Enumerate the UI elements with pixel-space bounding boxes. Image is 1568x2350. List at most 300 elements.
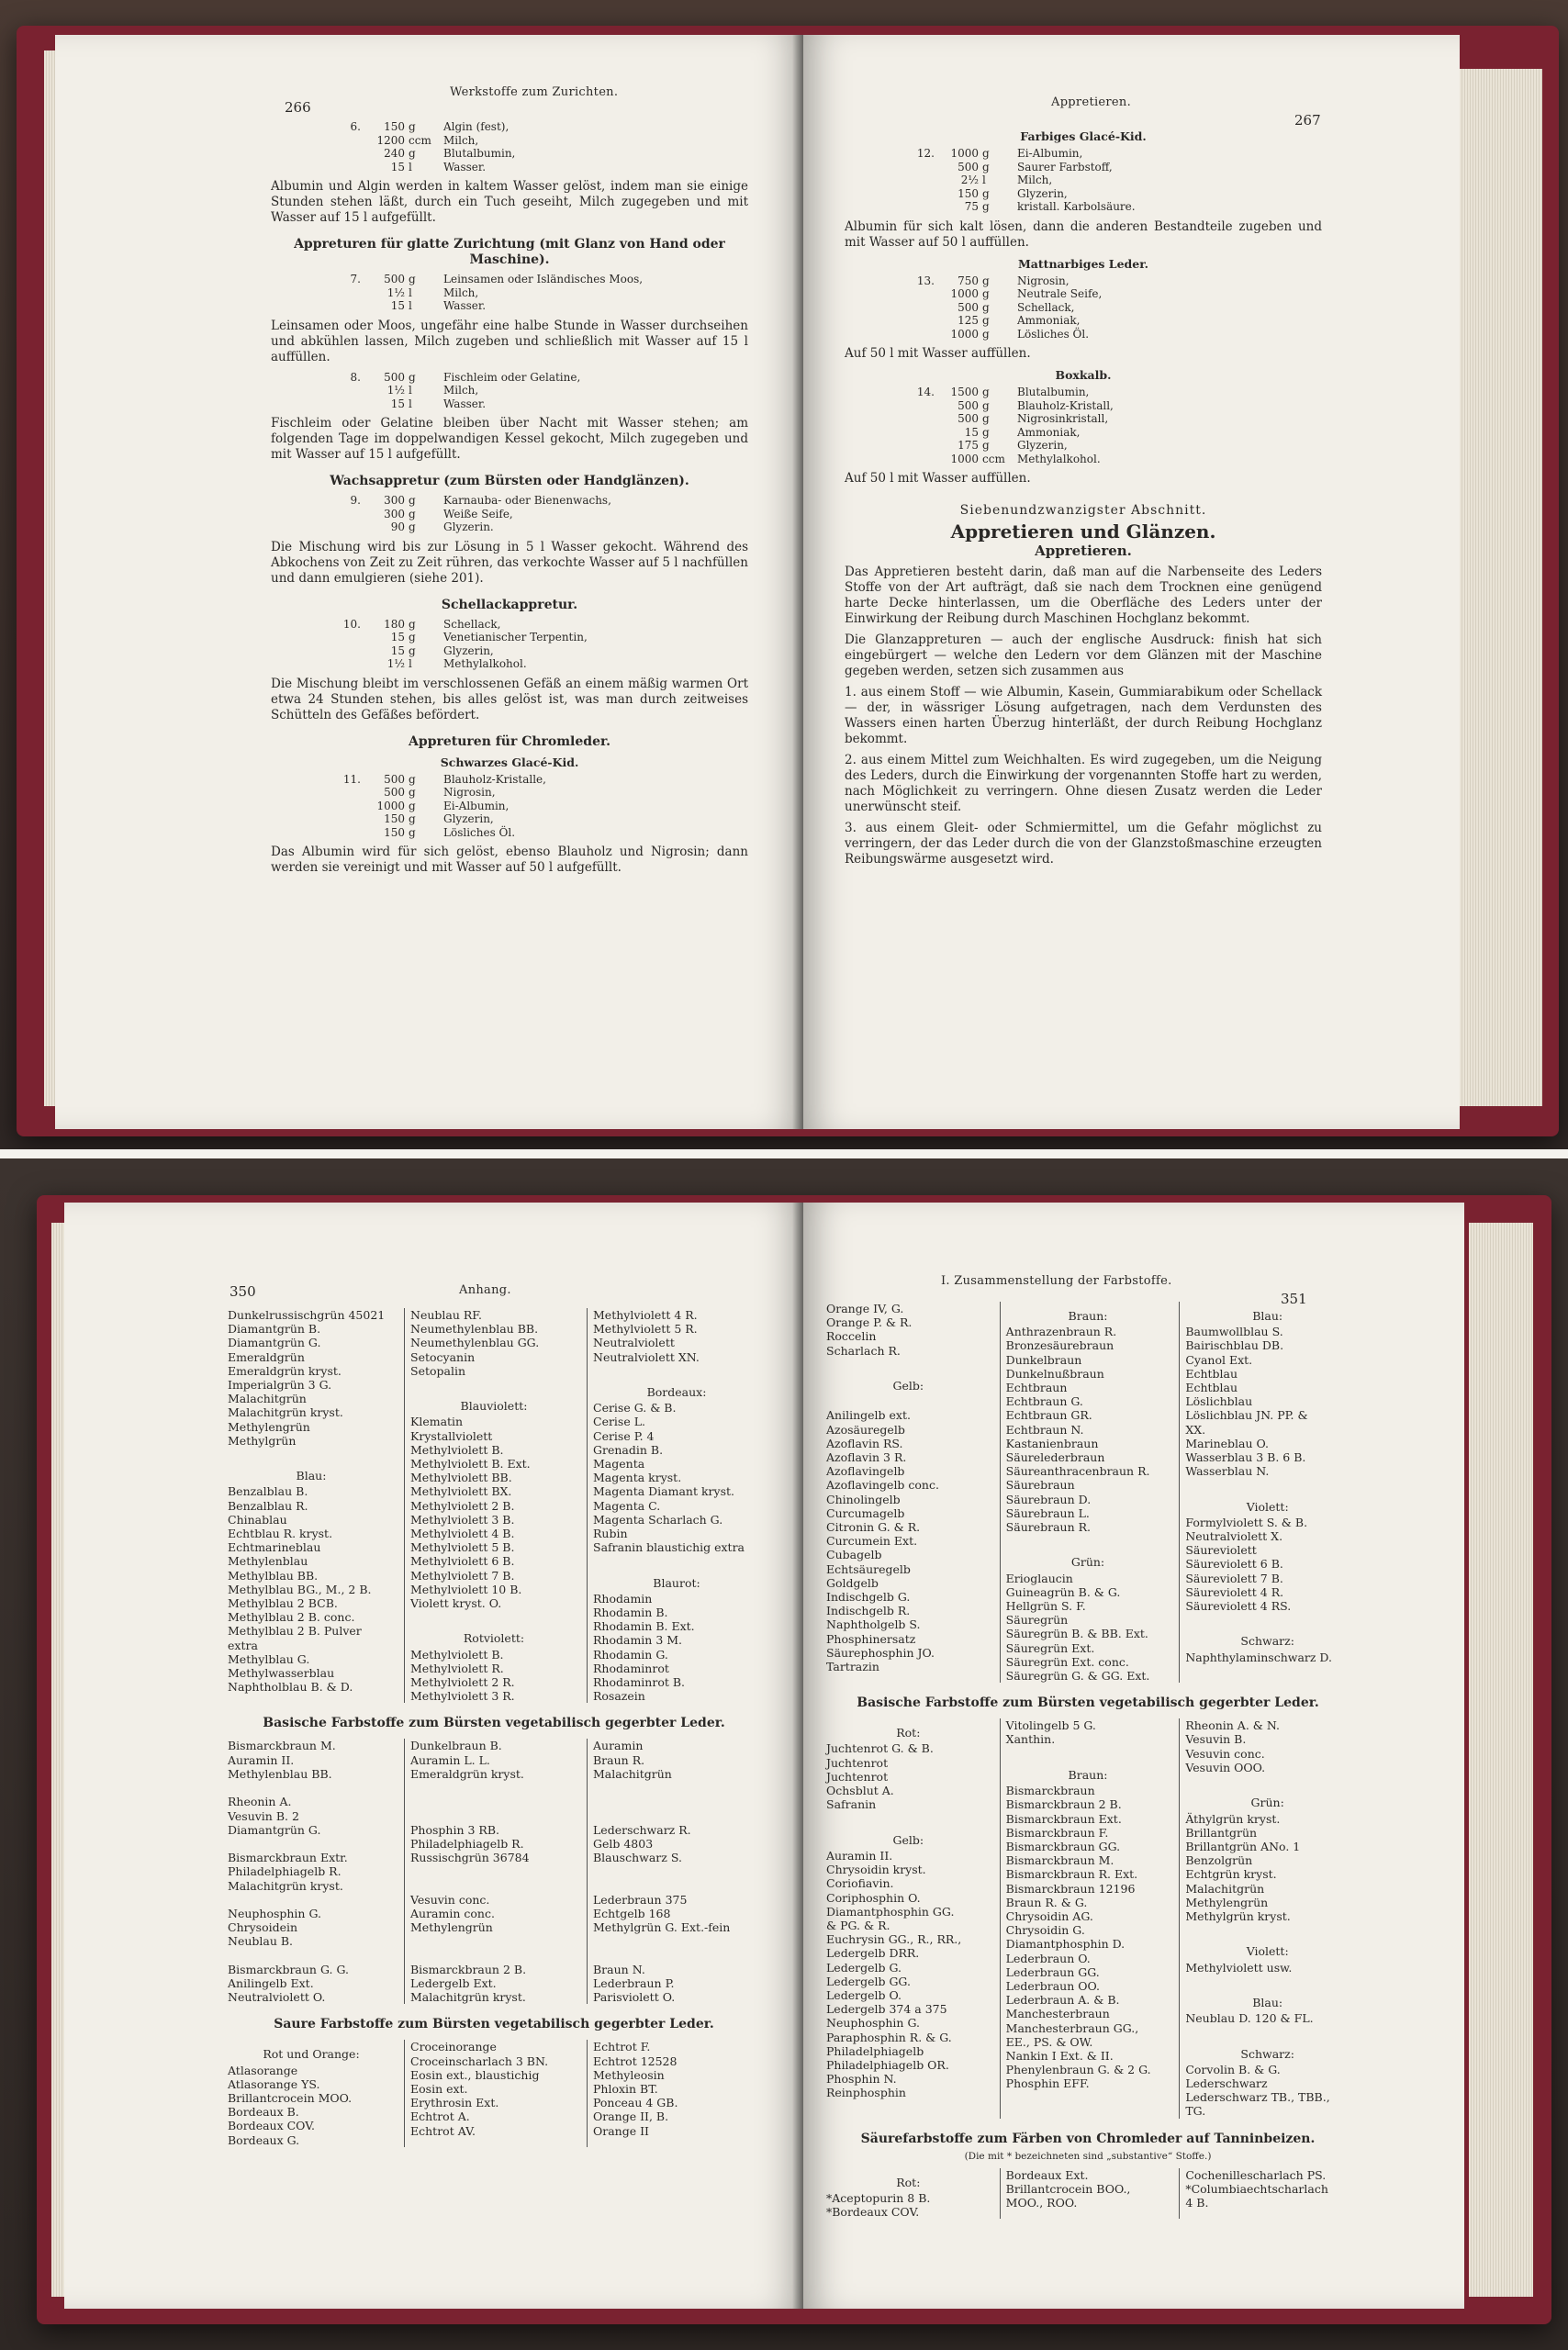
- dye-name: Echtgelb 168: [593, 1906, 671, 1920]
- photo-top-spread: [0, 0, 1568, 1149]
- color-group-heading: Blaurot:: [653, 1575, 700, 1590]
- dye-name: Naphtholgelb S.: [826, 1617, 921, 1632]
- recipe-unit: g: [982, 314, 990, 327]
- color-group-heading: Gelb:: [892, 1832, 924, 1847]
- dye-name: Malachitgrün kryst.: [228, 1405, 343, 1420]
- recipe-number: [909, 161, 935, 174]
- dye-name: Lederschwarz TB., TBB.,: [1185, 2090, 1330, 2105]
- dye-name: Gelb 4803: [593, 1836, 654, 1851]
- color-group-heading: Gelb:: [892, 1379, 924, 1393]
- recipe-unit: g: [982, 274, 990, 287]
- recipe-ingredient: Nigrosin,: [1017, 274, 1070, 287]
- recipe-quantity: 1000: [950, 287, 979, 300]
- dye-name: Setocyanin: [410, 1349, 476, 1364]
- recipe-11: [335, 773, 748, 840]
- dye-name: Bismarckbraun 12196: [1005, 1881, 1136, 1896]
- dye-name: Curcumein Ext.: [826, 1534, 918, 1549]
- recipe-ingredient: Glyzerin,: [1017, 186, 1068, 200]
- page-266: [55, 35, 803, 1129]
- dye-name: [593, 1949, 760, 1963]
- color-group-heading: Violett:: [1246, 1944, 1289, 1959]
- dye-name: Naphthylaminschwarz D.: [1185, 1650, 1332, 1664]
- dye-name: Azoflavin RS.: [826, 1436, 903, 1450]
- recipe-12: [909, 147, 1322, 214]
- column-basic-1: [826, 1718, 991, 2118]
- dye-name: Methylgrün kryst.: [1185, 1908, 1291, 1923]
- color-group-heading: Blau:: [1252, 1995, 1283, 2009]
- recipe-number: [335, 286, 361, 300]
- paragraph: Albumin für sich kalt lösen, dann die anderen Bestandteile zugeben und mit Wasser auf 50 l auffüllen.: [845, 218, 1322, 250]
- dye-name: Säurephosphin JO.: [826, 1645, 935, 1660]
- column-basic-2: [404, 1739, 577, 2004]
- dye-name: Braun R. & G.: [1005, 1895, 1088, 1909]
- recipe-quantity: 1500: [950, 386, 979, 398]
- recipe-quantity: 750: [958, 274, 979, 287]
- dye-name: Vesuvin conc.: [1185, 1746, 1265, 1761]
- paragraph: 1. aus einem Stoff — wie Albumin, Kasein, Gummiarabikum oder Schellack — der, in wässriger Lösung aufgetragen, nach dem Verdunsten des Wassers einen harten Überzug hinterläßt, der durch Reibung Hochglanz bekommt.: [845, 685, 1322, 746]
- recipe-quantity: 15: [390, 299, 405, 312]
- recipe-unit: g: [409, 825, 416, 839]
- dye-name: Auramin II.: [228, 1752, 295, 1767]
- dye-name: Parisviolett O.: [593, 1990, 676, 2005]
- dye-list-top: [228, 1308, 760, 1703]
- paragraph: Die Mischung bleibt im verschlossenen Gefäß an einem mäßig warmen Ort etwa 24 Stunden stehen, bis alles gelöst ist, was man durch zeitweises Schütteln des Gefäßes befördert.: [271, 676, 748, 722]
- recipe-unit: ccm: [982, 452, 1005, 465]
- recipe-ingredient: Milch,: [443, 285, 479, 299]
- column-chrome-1: [826, 2168, 991, 2220]
- dye-name: Echtrot F.: [593, 2040, 651, 2054]
- recipe-ingredient: Methylalkohol.: [1017, 452, 1101, 465]
- dye-name: Xanthin.: [1005, 1732, 1056, 1747]
- dye-name: Neumethylenblau BB.: [410, 1322, 539, 1337]
- dye-name: Eosin ext.: [410, 2081, 468, 2096]
- column-orange-gelb: [826, 1302, 991, 1683]
- dye-name: Formylviolett S. & B.: [1185, 1515, 1308, 1529]
- dye-list-top: [826, 1302, 1350, 1683]
- paragraph: Die Mischung wird bis zur Lösung in 5 l Wasser gekocht. Während des Abkochens von Zeit zu Zeit rühren, das verkochte Wasser auf 5 l nachfüllen und dann emulgieren (siehe 201).: [271, 539, 748, 586]
- recipe-ingredient: Nigrosin,: [443, 786, 496, 799]
- dye-name: Methylgrün: [228, 1433, 297, 1448]
- paragraph: Das Appretieren besteht darin, daß man auf die Narbenseite des Leders Stoffe von der Art aufträgt, daß sie nach dem Trocknen eine genügend harte Decke hinterlassen, um die Oberfläche des Leders unter der Einwirkung der Reibung durch Maschinen Hochglanz bekommt.: [845, 565, 1322, 626]
- dye-name: Phosphin EFF.: [1005, 2076, 1090, 2091]
- recipe-quantity: 300: [384, 494, 405, 507]
- dye-name: EE., PS. & OW.: [1005, 2034, 1093, 2049]
- dye-name: Dunkelbraun B.: [410, 1739, 502, 1753]
- image-divider: [0, 1149, 1568, 1158]
- dye-name: Neutralviolett: [593, 1336, 675, 1350]
- dye-name: Neutralviolett XN.: [593, 1349, 700, 1364]
- recipe-quantity: 1000: [950, 147, 979, 160]
- page-351-content: [826, 1302, 1350, 2219]
- recipe-ingredient: kristall. Karbolsäure.: [1017, 200, 1136, 213]
- dye-name: Phenylenbraun G. & 2 G.: [1005, 2063, 1151, 2077]
- dye-name: Phosphin 3 RB.: [410, 1822, 499, 1837]
- dye-name: Anthrazenbraun R.: [1005, 1325, 1117, 1339]
- dye-name: Methylenblau BB.: [228, 1766, 332, 1781]
- heading-chromleder: Appreturen für Chromleder.: [409, 733, 610, 749]
- recipe-number: 10.: [342, 617, 361, 631]
- recipe-ingredient: Wasser.: [443, 397, 487, 410]
- paragraph: Albumin und Algin werden in kaltem Wasser gelöst, indem man sie einige Stunden stehen läßt, durch ein Tuch geseiht, Milch zugegeben und mit Wasser auf 15 l aufgefüllt.: [271, 179, 748, 225]
- dye-name: Neutralviolett O.: [228, 1990, 326, 2005]
- recipe-number: [909, 399, 935, 413]
- recipe-ingredient: Blutalbumin,: [443, 147, 516, 160]
- column-braun-gruen: [1000, 1302, 1170, 1683]
- recipe-number: 11.: [342, 772, 361, 786]
- basic-dye-list: [228, 1739, 760, 2004]
- recipe-ingredient: Ei-Albumin,: [443, 799, 510, 812]
- recipe-number: [335, 657, 361, 671]
- dye-name: Vesuvin B. 2: [228, 1808, 299, 1823]
- recipe-unit: ccm: [409, 133, 431, 147]
- dye-name: Malachitgrün kryst.: [228, 1878, 343, 1893]
- dye-name: Auramin conc.: [410, 1906, 495, 1920]
- dye-name: Säuregrün Ext.: [1005, 1640, 1095, 1655]
- heading-saeurefarbstoffe-chromleder: Säurefarbstoffe zum Färben von Chromleder auf Tanninbeizen.: [860, 2131, 1316, 2146]
- dye-name: Goldgelb: [826, 1575, 879, 1590]
- dye-name: Rhodamin B.: [593, 1606, 668, 1620]
- dye-name: Croceinorange: [410, 2040, 497, 2054]
- recipe-ingredient: Lösliches Öl.: [443, 825, 516, 839]
- dye-name: Ledergelb Ext.: [410, 1975, 497, 1990]
- recipe-unit: g: [409, 507, 416, 520]
- dye-name: Imperialgrün 3 G.: [228, 1378, 332, 1393]
- recipe-number: [335, 508, 361, 521]
- dye-name: [410, 1378, 577, 1392]
- recipe-number: 8.: [350, 370, 361, 384]
- recipe-ingredient: Schellack,: [443, 617, 501, 631]
- dye-name: Rubin: [593, 1527, 628, 1541]
- dye-name: Paraphosphin R. & G.: [826, 2030, 952, 2044]
- recipe-unit: g: [409, 273, 416, 285]
- recipe-quantity: 1000: [376, 799, 405, 812]
- running-head: Anhang.: [459, 1283, 511, 1297]
- dye-name: [1185, 1613, 1350, 1627]
- dye-name: Malachitgrün: [228, 1392, 307, 1406]
- dye-name: Lederbraun GG.: [1005, 1964, 1100, 1979]
- page-stack-right: [1460, 69, 1542, 1106]
- dye-name: Bismarckbraun F.: [1005, 1825, 1109, 1840]
- recipe-quantity: 150: [958, 186, 979, 200]
- dye-name: Methylengrün: [228, 1419, 310, 1434]
- dye-name: Brillantgrün ANo. 1: [1185, 1839, 1301, 1853]
- dye-name: Nankin I Ext. & II.: [1005, 2048, 1114, 2063]
- column-acid-3: [587, 2040, 760, 2146]
- column-violet: [404, 1308, 577, 1703]
- recipe-quantity: 15: [390, 397, 405, 410]
- recipe-ingredient: Wasser.: [443, 299, 487, 312]
- dye-name: [410, 1610, 577, 1624]
- dye-name: Säureviolett 4 R.: [1185, 1584, 1284, 1599]
- dye-name: Brillantcrocein MOO.: [228, 2090, 353, 2105]
- dye-name: Phloxin BT.: [593, 2081, 658, 2096]
- dye-name: Säuregrün G. & GG. Ext.: [1005, 1669, 1150, 1684]
- recipe-unit: g: [409, 631, 416, 643]
- dye-name: [593, 1934, 760, 1948]
- recipe-ingredient: Ei-Albumin,: [1017, 147, 1083, 160]
- recipe-quantity: 500: [958, 412, 979, 425]
- page-350: [64, 1203, 803, 2309]
- recipe-number: [335, 786, 361, 800]
- dye-name: Safranin: [826, 1797, 877, 1812]
- recipe-7: [335, 273, 748, 313]
- dye-name: Vitolingelb 5 G.: [1005, 1718, 1096, 1733]
- dye-name: Eosin ext., blaustichig: [410, 2067, 540, 2082]
- dye-name: Rosazein: [593, 1689, 645, 1704]
- paragraph: Auf 50 l mit Wasser auffüllen.: [845, 471, 1031, 486]
- dye-name: Lederbraun O.: [1005, 1951, 1091, 1965]
- color-group-heading: Grün:: [1250, 1796, 1284, 1810]
- dye-name: *Aceptopurin 8 B.: [826, 2190, 931, 2205]
- recipe-number: [335, 161, 361, 174]
- heading-basische-farbstoffe: Basische Farbstoffe zum Bürsten vegetabilisch gegerbter Leder.: [263, 1716, 725, 1731]
- dye-name: Corvolin B. & G.: [1185, 2062, 1281, 2076]
- dye-name: Bronzesäurebraun: [1005, 1338, 1114, 1353]
- dye-name: Juchtenrot: [826, 1769, 889, 1784]
- dye-name: Bairischblau DB.: [1185, 1338, 1284, 1353]
- recipe-quantity: 1200: [376, 133, 405, 147]
- recipe-unit: g: [409, 799, 416, 812]
- dye-name: Auramin: [593, 1739, 644, 1753]
- recipe-ingredient: Nigrosinkristall,: [1017, 412, 1109, 425]
- dye-name: Magenta Scharlach G.: [593, 1512, 723, 1527]
- recipe-quantity: 125: [958, 314, 979, 327]
- dye-name: Cyanol Ext.: [1185, 1352, 1253, 1367]
- dye-name: Klematin: [410, 1415, 464, 1429]
- paragraph: 2. aus einem Mittel zum Weichhalten. Es wird zugegeben, um die Neigung des Leders, durch die Einwirkung der vorgenannten Stoffe hart zu werden, nach Möglichkeit zu verringern. Ohne diesen Zusatz werden die Leder unerwünscht steif.: [845, 753, 1322, 814]
- recipe-quantity: 75: [964, 200, 979, 213]
- dye-name: Echtblau: [1185, 1381, 1238, 1395]
- color-group-heading: Schwarz:: [1240, 2046, 1294, 2061]
- dye-name: Methylblau 2 BCB.: [228, 1596, 338, 1611]
- dye-name: [1006, 1747, 1170, 1761]
- running-head: Werkstoffe zum Zurichten.: [450, 85, 619, 99]
- recipe-number: [335, 800, 361, 813]
- dye-name: Vesuvin conc.: [410, 1892, 490, 1907]
- dye-name: Echtrot A.: [410, 2109, 470, 2124]
- recipe-number: [909, 439, 935, 453]
- page-267-content: [845, 125, 1322, 873]
- recipe-unit: g: [409, 643, 416, 657]
- dye-name: [1185, 1478, 1350, 1492]
- dye-name: Säurebraun: [1005, 1478, 1075, 1493]
- dye-name: Echtrot 12528: [593, 2053, 678, 2068]
- recipe-unit: g: [982, 398, 990, 412]
- dye-name: [410, 1781, 577, 1795]
- dye-name: extra: [228, 1638, 258, 1652]
- dye-name: Methylviolett 10 B.: [410, 1582, 522, 1596]
- recipe-quantity: 300: [384, 507, 405, 520]
- recipe-number: [909, 173, 935, 187]
- column-acid-2: [404, 2040, 577, 2146]
- heading-mattnarbiges: Mattnarbiges Leder.: [1017, 256, 1149, 271]
- running-head: I. Zusammenstellung der Farbstoffe.: [941, 1274, 1172, 1288]
- recipe-unit: g: [409, 772, 416, 786]
- recipe-unit: g: [409, 786, 416, 799]
- dye-name: Echtgrün kryst.: [1185, 1867, 1277, 1882]
- dye-name: Bismarckbraun 2 B.: [1005, 1797, 1122, 1812]
- page-number: 267: [1294, 112, 1321, 129]
- dye-name: Methyleosin: [593, 2067, 665, 2082]
- recipe-unit: l: [409, 285, 412, 299]
- dye-name: Indischgelb R.: [826, 1604, 911, 1618]
- dye-name: Magenta Diamant kryst.: [593, 1484, 734, 1499]
- color-group-heading: Rot:: [896, 2175, 921, 2189]
- recipe-unit: g: [982, 186, 990, 200]
- dye-name: Dunkelnußbraun: [1005, 1366, 1104, 1381]
- recipe-ingredient: Blauholz-Kristalle,: [443, 772, 546, 786]
- dye-name: Dunkelrussischgrün 45021: [228, 1308, 386, 1322]
- dye-name: Vesuvin OOO.: [1185, 1760, 1266, 1774]
- dye-name: Brillantcrocein BOO.,: [1005, 2181, 1131, 2196]
- dye-name: Coriphosphin O.: [826, 1890, 921, 1905]
- dye-name: Orange II: [593, 2123, 649, 2138]
- dye-name: Erythrosin Ext.: [410, 2096, 499, 2110]
- dye-name: Braun R.: [593, 1752, 645, 1767]
- acid-dye-list: [228, 2040, 760, 2146]
- recipe-ingredient: Milch,: [443, 133, 479, 147]
- dye-name: Echtmarineblau: [228, 1540, 321, 1555]
- dye-name: Methylblau BB.: [228, 1568, 319, 1583]
- dye-name: Lederbraun P.: [593, 1975, 675, 1990]
- paragraph: Leinsamen oder Moos, ungefähr eine halbe Stunde in Wasser durchseihen und abkühlen lassen, Milch zugeben und schließlich mit Wasser auf 15 l auffüllen.: [271, 318, 748, 364]
- dye-name: Methylengrün: [410, 1920, 493, 1935]
- dye-name: Diamantgrün G.: [228, 1336, 321, 1350]
- dye-name: Atlasorange: [228, 2063, 298, 2077]
- recipe-ingredient: Leinsamen oder Isländisches Moos,: [443, 273, 644, 285]
- dye-name: Russischgrün 36784: [410, 1851, 530, 1865]
- recipe-unit: g: [409, 812, 416, 825]
- dye-name: Methylviolett B. Ext.: [410, 1457, 531, 1472]
- recipe-14: [909, 386, 1322, 465]
- recipe-quantity: 90: [390, 520, 405, 533]
- recipe-unit: l: [409, 657, 412, 670]
- dye-name: Neublau RF.: [410, 1308, 482, 1322]
- dye-name: Atlasorange YS.: [228, 2076, 320, 2091]
- dye-name: Ledergelb O.: [826, 1987, 902, 2002]
- dye-name: [593, 1554, 760, 1568]
- dye-name: Methylwasserblau: [228, 1666, 335, 1681]
- dye-name: Ponceau 4 GB.: [593, 2096, 678, 2110]
- dye-name: Vesuvin B.: [1185, 1732, 1247, 1747]
- dye-name: Diamantgrün G.: [228, 1822, 321, 1837]
- recipe-number: [909, 287, 935, 301]
- section-label: Siebenundzwanzigster Abschnitt.: [959, 503, 1207, 518]
- dye-name: Auramin L. L.: [410, 1752, 490, 1767]
- dye-name: [410, 1795, 577, 1808]
- recipe-number: [335, 384, 361, 397]
- heading-glatte-zurichtung: Appreturen für glatte Zurichtung (mit Glanz von Hand oder Maschine).: [294, 237, 725, 267]
- color-group-heading: Braun:: [1068, 1767, 1108, 1782]
- page-350-content: [228, 1308, 760, 2147]
- dye-name: Emeraldgrün kryst.: [410, 1766, 524, 1781]
- dye-name: Cubagelb: [826, 1548, 882, 1562]
- dye-name: Azoflavingelb conc.: [826, 1478, 939, 1493]
- page-number: 350: [230, 1283, 256, 1300]
- dye-name: [593, 1364, 760, 1378]
- dye-name: [593, 1864, 760, 1878]
- column-blau-violett: [1179, 1302, 1350, 1683]
- dye-name: Phosphin N.: [826, 2072, 897, 2087]
- dye-name: Methylviolett 7 B.: [410, 1568, 515, 1583]
- recipe-ingredient: Glyzerin.: [443, 520, 494, 533]
- dye-name: Methylviolett B.: [410, 1442, 504, 1457]
- recipe-number: 14.: [916, 386, 935, 398]
- page-266-content: [271, 118, 748, 881]
- dye-name: Malachitgrün kryst.: [410, 1990, 526, 2005]
- dye-name: [410, 1809, 577, 1823]
- dye-name: Chrysoidin G.: [1005, 1923, 1085, 1938]
- recipe-ingredient: Weiße Seife,: [443, 507, 513, 520]
- column-chrome-3: [1179, 2168, 1350, 2220]
- dye-name: Löslichblau JN. PP. &: [1185, 1408, 1308, 1423]
- recipe-quantity: 1000: [950, 327, 979, 341]
- recipe-ingredient: Glyzerin,: [1017, 439, 1068, 452]
- recipe-number: 9.: [350, 494, 361, 507]
- dye-name: Wasserblau 3 B. 6 B.: [1185, 1450, 1306, 1465]
- column-chrome-2: [1000, 2168, 1170, 2220]
- dye-name: Neuphosphin G.: [228, 1906, 321, 1920]
- dye-name: Rhodamin 3 M.: [593, 1633, 683, 1648]
- recipe-unit: g: [409, 147, 416, 160]
- recipe-9: [335, 494, 748, 534]
- dye-name: [1006, 1534, 1170, 1548]
- dye-name: Baumwollblau S.: [1185, 1325, 1283, 1339]
- dye-name: [410, 1934, 577, 1948]
- heading-boxkalb: Boxkalb.: [1055, 368, 1112, 382]
- recipe-number: [909, 412, 935, 426]
- column-basic-1: [228, 1739, 395, 2004]
- recipe-quantity: 150: [384, 120, 405, 133]
- recipe-unit: g: [982, 300, 990, 314]
- dye-name: Krystallviolett: [410, 1428, 493, 1443]
- dye-name: Azosäuregelb: [826, 1422, 905, 1437]
- color-group-heading: Blau:: [1252, 1309, 1283, 1323]
- recipe-quantity: 15: [390, 631, 405, 643]
- dye-name: XX.: [1185, 1422, 1206, 1437]
- dye-name: Methylgrün G. Ext.-fein: [593, 1920, 731, 1935]
- recipe-ingredient: Ammoniak,: [1017, 314, 1081, 327]
- dye-name: Philadelphiagelb OR.: [826, 2057, 949, 2072]
- dye-name: Benzalblau B.: [228, 1484, 308, 1499]
- color-group-heading: Rotviolett:: [463, 1631, 525, 1646]
- dye-name: Löslichblau: [1185, 1394, 1253, 1409]
- recipe-unit: g: [982, 147, 990, 160]
- column-basic-2: [1000, 1718, 1170, 2118]
- column-green-blue: [228, 1308, 395, 1703]
- recipe-unit: g: [982, 439, 990, 452]
- recipe-13: [909, 274, 1322, 341]
- dye-name: Methylviolett 2 R.: [410, 1675, 515, 1690]
- recipe-number: [909, 328, 935, 341]
- dye-name: Methylviolett BB.: [410, 1471, 512, 1485]
- recipe-ingredient: Glyzerin,: [443, 643, 494, 657]
- heading-schellackappretur: Schellackappretur.: [441, 597, 578, 612]
- dye-name: Säureviolett 6 B.: [1185, 1557, 1283, 1572]
- recipe-ingredient: Blauholz-Kristall,: [1017, 398, 1114, 412]
- recipe-unit: g: [982, 425, 990, 439]
- dye-name: Bordeaux Ext.: [1005, 2167, 1089, 2182]
- recipe-8: [335, 371, 748, 411]
- dye-name: Scharlach R.: [826, 1343, 901, 1358]
- dye-name: Braun N.: [593, 1962, 645, 1976]
- paragraph: Fischleim oder Gelatine bleiben über Nacht mit Wasser stehen; am folgenden Tage im doppelwandigen Kessel gekocht, Milch zugegeben und mit Wasser auf 15 l aufgefüllt.: [271, 416, 748, 462]
- color-group-heading: Grün:: [1070, 1555, 1105, 1570]
- dye-name: Rheonin A.: [228, 1795, 292, 1809]
- dye-name: Tartrazin: [826, 1660, 879, 1674]
- dye-name: Kastanienbraun: [1005, 1436, 1099, 1450]
- recipe-10: [335, 618, 748, 671]
